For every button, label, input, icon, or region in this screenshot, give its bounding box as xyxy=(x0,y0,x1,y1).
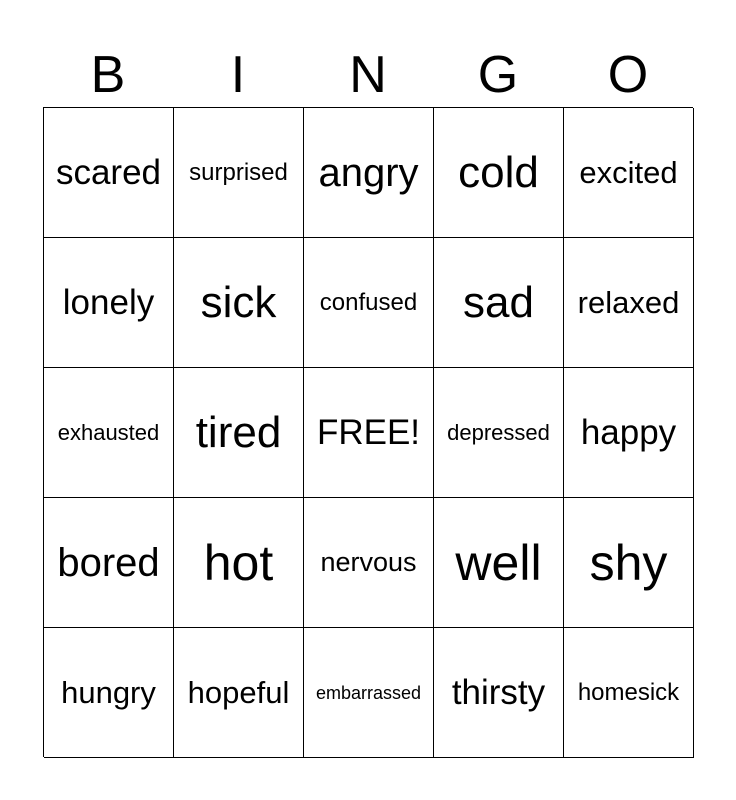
bingo-cell[interactable]: tired xyxy=(174,368,304,498)
bingo-cell[interactable]: excited xyxy=(564,108,694,238)
bingo-cell[interactable]: well xyxy=(434,498,564,628)
header-letter-i: I xyxy=(230,46,246,104)
bingo-cell[interactable]: hot xyxy=(174,498,304,628)
bingo-cell[interactable]: nervous xyxy=(304,498,434,628)
bingo-cell[interactable]: depressed xyxy=(434,368,564,498)
bingo-cell[interactable]: hungry xyxy=(44,628,174,758)
bingo-cell[interactable]: exhausted xyxy=(44,368,174,498)
bingo-cell[interactable]: lonely xyxy=(44,238,174,368)
bingo-cell[interactable]: surprised xyxy=(174,108,304,238)
bingo-cell[interactable]: happy xyxy=(564,368,694,498)
bingo-cell[interactable]: relaxed xyxy=(564,238,694,368)
bingo-cell[interactable]: angry xyxy=(304,108,434,238)
bingo-cell[interactable]: homesick xyxy=(564,628,694,758)
bingo-header xyxy=(43,42,693,108)
bingo-cell[interactable]: thirsty xyxy=(434,628,564,758)
header-letter-n: N xyxy=(349,46,387,104)
bingo-cell[interactable]: scared xyxy=(44,108,174,238)
bingo-cell[interactable]: cold xyxy=(434,108,564,238)
free-space[interactable]: FREE! xyxy=(304,368,434,498)
header-letter-b: B xyxy=(90,46,126,104)
bingo-board xyxy=(43,107,693,757)
bingo-cell[interactable]: hopeful xyxy=(174,628,304,758)
bingo-cell[interactable]: bored xyxy=(44,498,174,628)
bingo-cell[interactable]: sad xyxy=(434,238,564,368)
bingo-cell[interactable]: confused xyxy=(304,238,434,368)
bingo-cell[interactable]: shy xyxy=(564,498,694,628)
header-letter-o: O xyxy=(607,46,649,104)
bingo-cell[interactable]: sick xyxy=(174,238,304,368)
bingo-cell[interactable]: embarrassed xyxy=(304,628,434,758)
header-letter-g: G xyxy=(477,46,519,104)
